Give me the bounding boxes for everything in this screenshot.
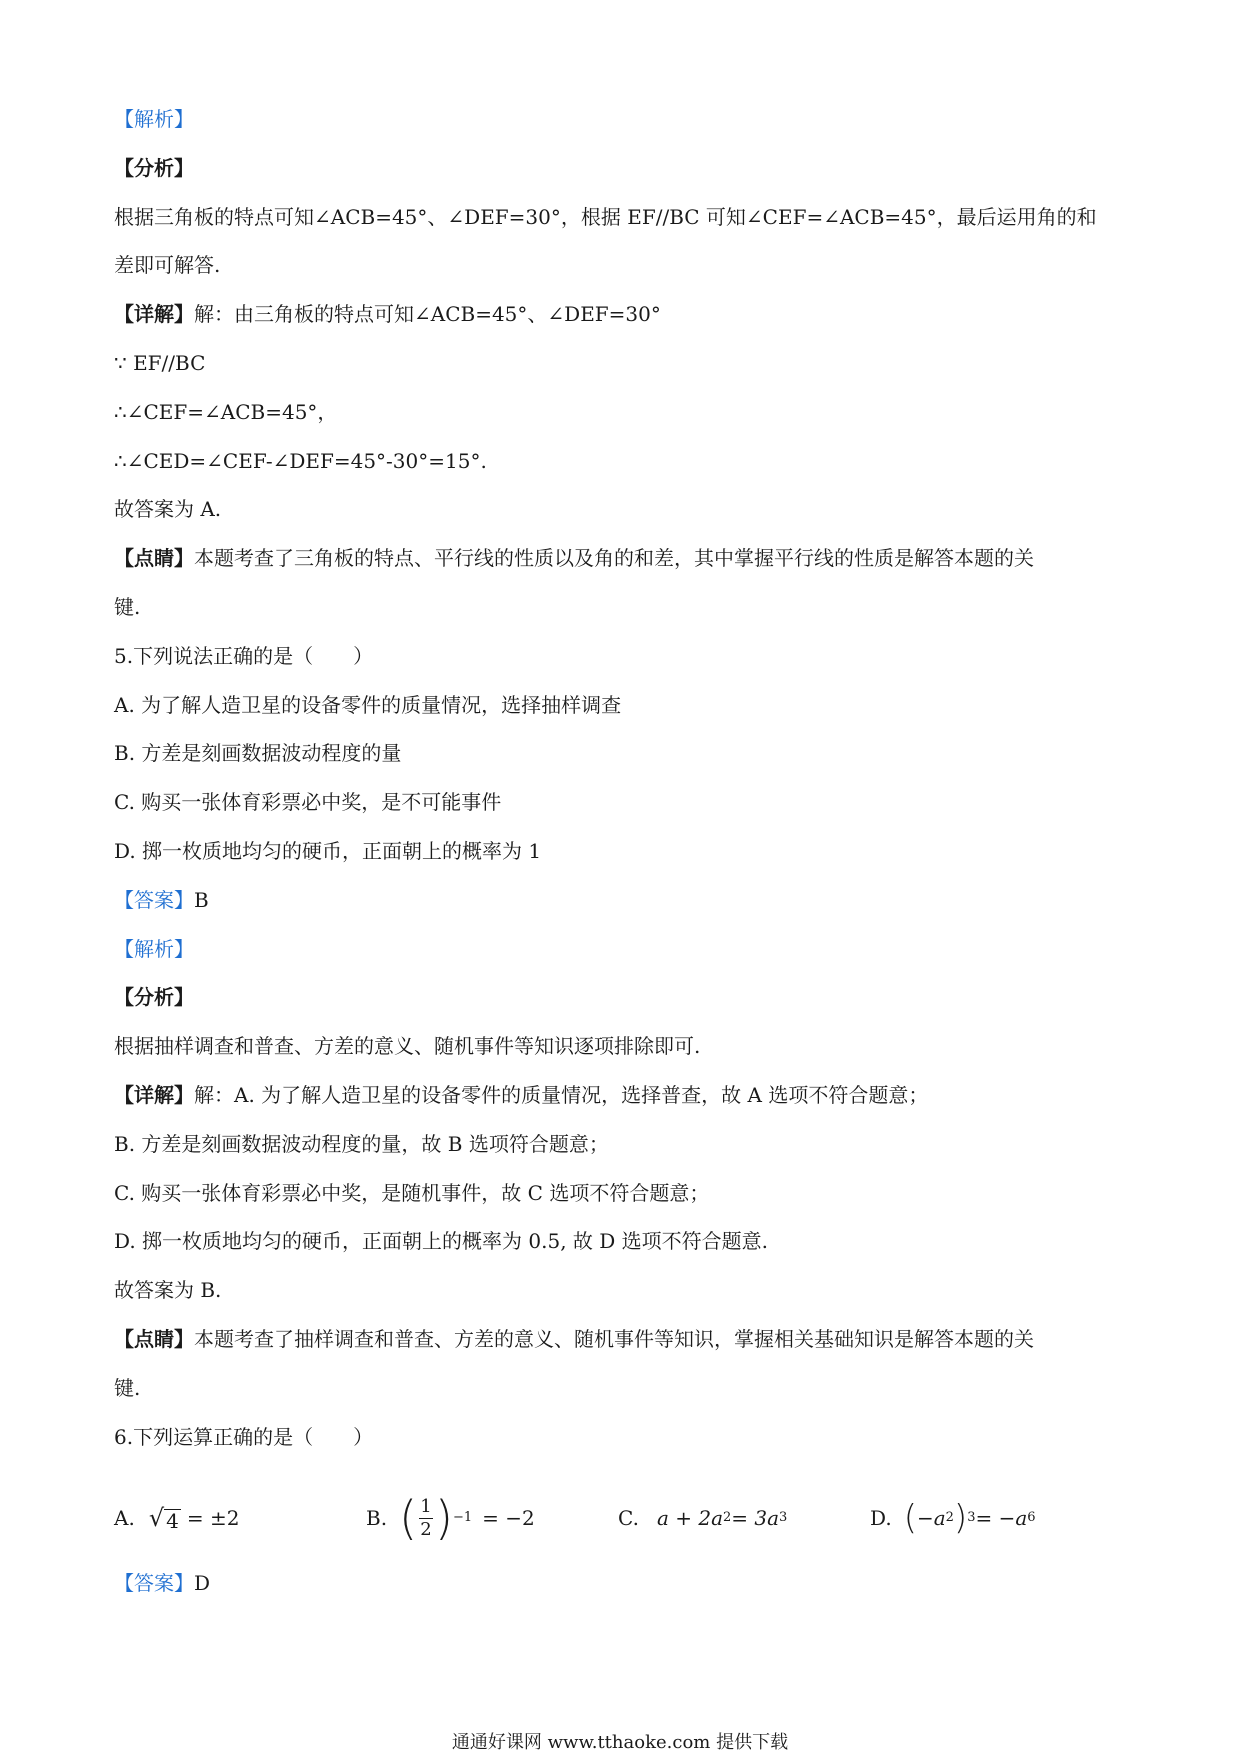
section-tag: 【解析】 xyxy=(114,107,194,131)
text-line xyxy=(114,592,140,622)
line-text: D. 掷一枚质地均匀的硬币，正面朝上的概率为 1 xyxy=(114,839,542,863)
text-line xyxy=(114,543,1034,573)
text-line xyxy=(114,1226,768,1256)
line-text: 解：由三角板的特点可知∠ACB=45°、∠DEF=30° xyxy=(194,302,661,326)
text-line xyxy=(114,494,221,524)
section-tag: 【分析】 xyxy=(114,156,194,180)
section-tag: 【详解】 xyxy=(114,1083,194,1107)
line-text: D. 掷一枚质地均匀的硬币，正面朝上的概率为 0.5, 故 D 选项不符合题意. xyxy=(114,1229,769,1253)
text-line xyxy=(114,1129,609,1159)
text-line xyxy=(114,1178,709,1208)
line-text: ∴∠CEF=∠ACB=45°， xyxy=(114,400,338,424)
line-text: 6.下列运算正确的是（ ） xyxy=(114,1425,374,1449)
text-line xyxy=(114,787,501,817)
answer-value: D xyxy=(194,1571,211,1595)
text-line xyxy=(114,982,194,1012)
option-a-result: = ±2 xyxy=(186,1506,240,1530)
option-b-label: B. xyxy=(366,1506,388,1530)
text-line xyxy=(114,1324,1034,1354)
option-a-label: A. xyxy=(114,1506,135,1530)
radicand: 4 xyxy=(166,1509,179,1533)
option-c-expr-1: a + 2a xyxy=(656,1506,723,1530)
section-tag: 【答案】 xyxy=(114,888,194,912)
line-text: C. 购买一张体育彩票必中奖，是不可能事件 xyxy=(114,790,502,814)
line-text: A. 为了解人造卫星的设备零件的质量情况，选择抽样调查 xyxy=(114,693,622,717)
text-line xyxy=(114,690,621,720)
text-line xyxy=(114,738,401,768)
option-d: D. ( −a 2 ) 3 = −a 6 xyxy=(870,1498,1036,1538)
option-c: C. a + 2a 2 = 3a 3 xyxy=(618,1506,788,1530)
option-c-label: C. xyxy=(618,1506,639,1530)
fraction xyxy=(419,1497,433,1540)
text-line xyxy=(114,250,220,280)
line-text: 键. xyxy=(114,1376,141,1400)
section-tag: 【点睛】 xyxy=(114,546,194,570)
option-d-label: D. xyxy=(870,1506,892,1530)
text-line xyxy=(114,1373,140,1403)
line-text: 5.下列说法正确的是（ ） xyxy=(114,644,374,668)
footer: 通通好课网 www.tthaoke.com 提供下载 xyxy=(451,1732,789,1753)
answer-6 xyxy=(114,1568,210,1598)
text-line xyxy=(114,299,661,329)
option-a xyxy=(114,1488,239,1548)
text-line xyxy=(114,104,194,134)
text-line xyxy=(114,641,373,671)
text-line xyxy=(114,202,1097,232)
line-text: 故答案为 A. xyxy=(114,497,222,521)
line-text: ∴∠CED=∠CEF-∠DEF=45°-30°=15°. xyxy=(114,449,487,473)
line-text: B xyxy=(194,888,209,912)
option-d-inner: −a xyxy=(916,1506,946,1530)
line-text: B. 方差是刻画数据波动程度的量，故 B 选项符合题意； xyxy=(114,1132,609,1156)
text-line xyxy=(114,934,194,964)
line-text: 故答案为 B. xyxy=(114,1278,222,1302)
line-text: 根据三角板的特点可知∠ACB=45°、∠DEF=30°，根据 EF//BC 可知∠CEF=∠ACB=45°，最后运用角的和 xyxy=(114,205,1097,229)
question-6-options xyxy=(0,1488,1240,1548)
text-line xyxy=(114,446,487,476)
line-text: 解：A. 为了解人造卫星的设备零件的质量情况，选择普查，故 A 选项不符合题意； xyxy=(194,1083,929,1107)
text-line xyxy=(114,153,194,183)
line-text: ∵ EF//BC xyxy=(114,351,206,375)
sqrt-expression: √ 4 xyxy=(148,1504,179,1533)
text-line xyxy=(114,885,209,915)
line-text: 差即可解答. xyxy=(114,253,221,277)
section-tag: 【详解】 xyxy=(114,302,194,326)
section-tag: 【点睛】 xyxy=(114,1327,194,1351)
line-text: 键. xyxy=(114,595,141,619)
line-text: 本题考查了三角板的特点、平行线的性质以及角的和差，其中掌握平行线的性质是解答本题的关 xyxy=(194,546,1034,570)
option-d-result: = −a xyxy=(975,1506,1028,1530)
text-line xyxy=(114,1031,700,1061)
fraction-numerator: 1 xyxy=(420,1495,432,1517)
option-c-expr-2: = 3a xyxy=(731,1506,780,1530)
text-line xyxy=(114,836,541,866)
answer-tag: 【答案】 xyxy=(114,1571,194,1595)
section-tag: 【解析】 xyxy=(114,937,194,961)
fraction-denominator: 2 xyxy=(420,1518,432,1540)
line-text: C. 购买一张体育彩票必中奖，是随机事件，故 C 选项不符合题意； xyxy=(114,1181,710,1205)
section-tag: 【分析】 xyxy=(114,985,194,1009)
line-text: B. 方差是刻画数据波动程度的量 xyxy=(114,741,402,765)
line-text: 本题考查了抽样调查和普查、方差的意义、随机事件等知识，掌握相关基础知识是解答本题的关 xyxy=(194,1327,1034,1351)
option-b: B. ( $\frac{1}{2}$ ) −1 = −2 xyxy=(366,1491,535,1545)
text-line xyxy=(114,1275,221,1305)
text-line xyxy=(114,348,205,378)
line-text: 根据抽样调查和普查、方差的意义、随机事件等知识逐项排除即可. xyxy=(114,1034,701,1058)
text-line xyxy=(114,397,337,427)
option-b-result: = −2 xyxy=(482,1506,535,1530)
text-line xyxy=(114,1080,928,1110)
text-line xyxy=(114,1422,373,1452)
